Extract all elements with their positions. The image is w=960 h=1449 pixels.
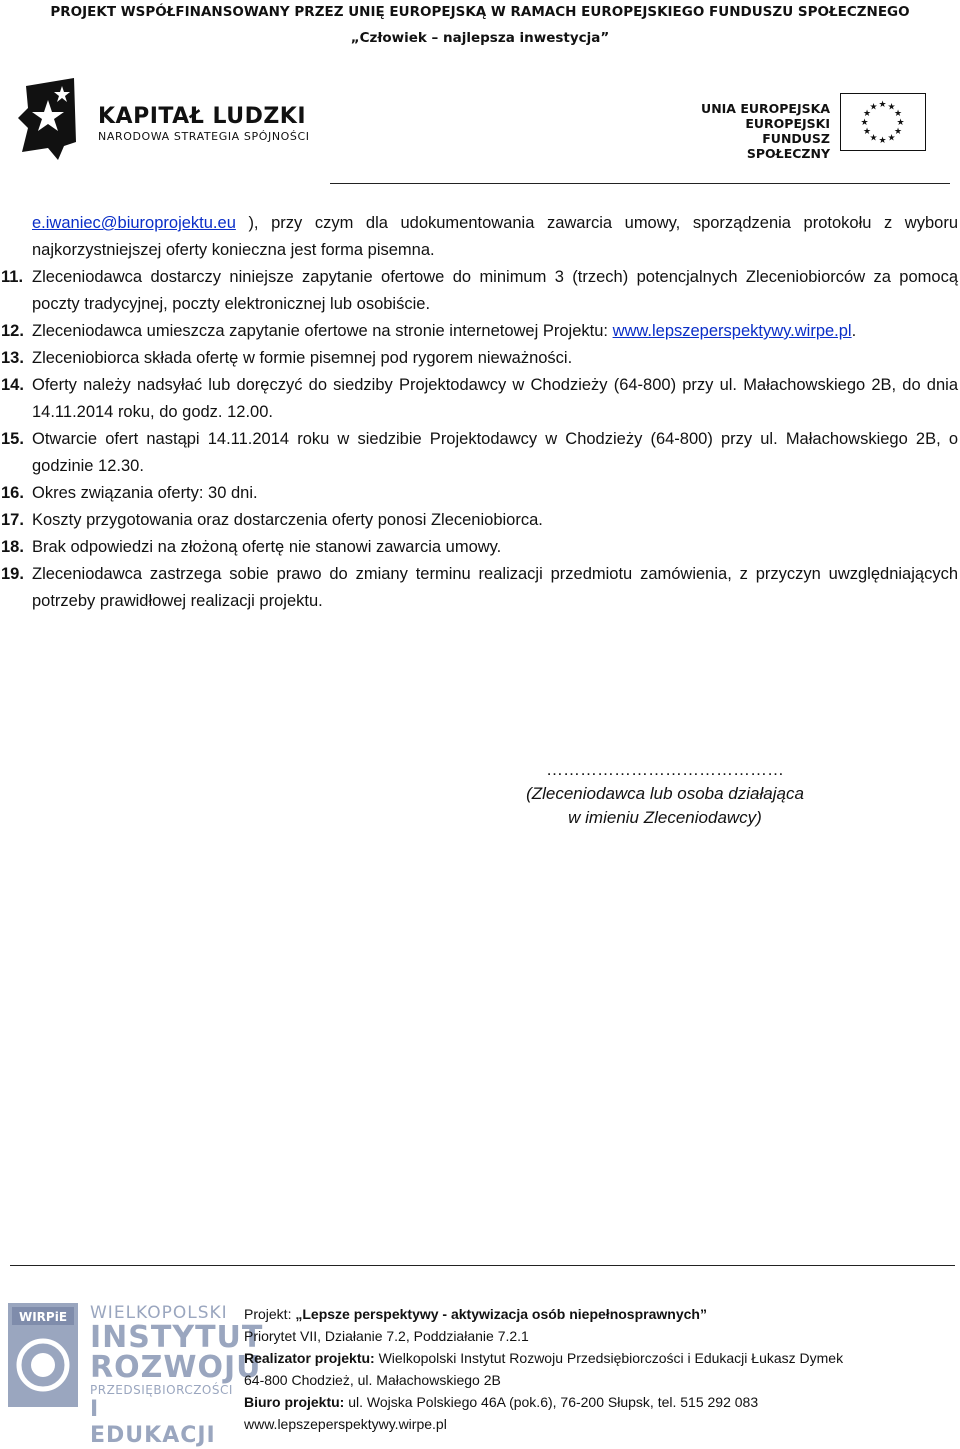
list-item-13: [1, 345, 958, 372]
footer-biuro: [244, 1391, 944, 1413]
svg-text:★: ★: [887, 102, 896, 113]
item-text-line2: potrzeby prawidłowej realizacji projektu.: [32, 592, 323, 610]
footer-info: [244, 1303, 944, 1435]
svg-text:★: ★: [878, 136, 887, 146]
biuro-value: ul. Wojska Polskiego 46A (pok.6), 76-200 Słupsk, tel. 515 292 083: [348, 1394, 759, 1410]
signature-caption-line2: w imieniu Zleceniodawcy): [568, 808, 762, 827]
svg-text:★: ★: [862, 127, 872, 137]
item-text-line2: poczty tradycyjnej, poczty elektronicznej lub osobiście.: [32, 295, 431, 313]
item-text-line1: Zleceniodawca dostarczy niniejsze zapytanie ofertowe do minimum 3 (trzech) potencjalnych Zleceniobiorców za pomocą: [32, 268, 958, 286]
item-text-line1: Otwarcie ofert nastąpi 14.11.2014 roku w siedzibie Projektodawcy w Chodzieży (64-800) przy ul. Małachowskiego 2B, o: [32, 430, 958, 448]
email-link[interactable]: e.iwaniec@biuroprojektu.eu: [32, 214, 236, 232]
header-slogan: „Człowiek – najlepsza inwestycja”: [350, 30, 610, 46]
project-website-link[interactable]: www.lepszeperspektywy.wirpe.pl: [612, 322, 852, 340]
biuro-label: Biuro projektu:: [244, 1394, 349, 1410]
signature-block: [500, 758, 830, 830]
project-name: „Lepsze perspektywy - aktywizacja osób niepełnosprawnych”: [295, 1306, 707, 1322]
realizator-label: Realizator projektu:: [244, 1350, 379, 1366]
svg-text:★: ★: [893, 127, 903, 137]
item-text-line2: 14.11.2014 roku, do godz. 12.00.: [32, 403, 273, 421]
wirpie-logo-text: [90, 1303, 264, 1449]
item-text-line1: Okres związania oferty: 30 dni.: [32, 484, 258, 502]
item-text-line1: Oferty należy nadsyłać lub doręczyć do siedziby Projektodawcy w Chodzieży (64-800) przy ul. Małachowskiego 2B, do dnia: [32, 376, 958, 394]
item-number: 16.: [1, 484, 24, 502]
list-item-17: [1, 507, 958, 534]
item-text-line1: Zleceniobiorca składa ofertę w formie pisemnej pod rygorem nieważności.: [32, 349, 573, 367]
svg-text:★: ★: [869, 102, 878, 113]
svg-text:★: ★: [896, 118, 905, 128]
svg-text:★: ★: [862, 109, 872, 119]
svg-text:★: ★: [869, 133, 878, 144]
item-text-line1: Koszty przygotowania oraz dostarczenia oferty ponosi Zleceniobiorca.: [32, 511, 543, 529]
item-number: 15.: [1, 430, 24, 448]
item-number: 11.: [1, 268, 24, 286]
signature-caption-line1: (Zleceniodawca lub osoba działająca: [526, 784, 804, 803]
wirpie-logo-icon: [8, 1303, 78, 1407]
eu-flag-icon: [840, 93, 926, 151]
logo-line1: WIELKOPOLSKI: [90, 1303, 228, 1323]
list-item-12: [1, 318, 958, 345]
footer-priority: Priorytet VII, Działanie 7.2, Poddziałanie 7.2.1: [244, 1328, 529, 1344]
svg-text:★: ★: [860, 118, 869, 128]
eu-label-line2: EUROPEJSKI: [745, 116, 830, 131]
intro-line-2: najkorzystniejszej oferty konieczna jest forma pisemna.: [32, 241, 435, 259]
footer-project: [244, 1303, 944, 1325]
eu-label: [690, 101, 830, 161]
item-text-line1: Brak odpowiedzi na złożoną ofertę nie stanowi zawarcia umowy.: [32, 538, 502, 556]
list-item-15: [1, 426, 958, 480]
logo-line3: ROZWOJU: [90, 1350, 262, 1385]
list-item-14: [1, 372, 958, 426]
header-divider: [330, 183, 950, 184]
eu-label-line1: UNIA EUROPEJSKA: [701, 101, 830, 116]
footer-website[interactable]: www.lepszeperspektywy.wirpe.pl: [244, 1416, 447, 1432]
realizator-value: Wielkopolski Instytut Rozwoju Przedsiębiorczości i Edukacji Łukasz Dymek: [378, 1350, 844, 1366]
kapital-ludzki-title: KAPITAŁ LUDZKI: [98, 104, 307, 129]
list-item-16: [1, 480, 958, 507]
item-text: Zleceniodawca umieszcza zapytanie ofertowe na stronie internetowej Projektu:: [32, 322, 613, 340]
item-number: 14.: [1, 376, 24, 394]
list-item-18: [1, 534, 958, 561]
item-number: 17.: [1, 511, 24, 529]
item-text-line2: godzinie 12.30.: [32, 457, 144, 475]
project-label: Projekt:: [244, 1306, 296, 1322]
list-item-11: [1, 264, 958, 318]
header-cofinance-line: PROJEKT WSPÓŁFINANSOWANY PRZEZ UNIĘ EUROPEJSKĄ W RAMACH EUROPEJSKIEGO FUNDUSZU SPOŁECZNEGO: [50, 4, 910, 20]
svg-text:★: ★: [893, 109, 903, 119]
signature-dots: ……………………………………: [546, 760, 784, 779]
item-text-line1: [32, 318, 958, 345]
item-number: 12.: [1, 322, 24, 340]
item-number: 13.: [1, 349, 24, 367]
intro-line-1: [0, 210, 958, 237]
list-item-19: [1, 561, 958, 615]
footer-divider: [10, 1265, 955, 1266]
svg-text:★: ★: [887, 133, 896, 144]
eu-label-line3: FUNDUSZ SPOŁECZNY: [746, 131, 830, 161]
kapital-ludzki-logo-icon: [18, 78, 80, 160]
item-number: 19.: [1, 565, 24, 583]
item-text-end: .: [851, 322, 857, 340]
footer-address: 64-800 Chodzież, ul. Małachowskiego 2B: [244, 1372, 501, 1388]
footer-realizator: [244, 1347, 944, 1369]
kapital-ludzki-subtitle: NARODOWA STRATEGIA SPÓJNOŚCI: [98, 130, 310, 143]
logo-line4: PRZEDSIĘBIORCZOŚCI: [90, 1383, 233, 1397]
svg-text:★: ★: [878, 100, 887, 110]
logo-line2: INSTYTUT: [90, 1320, 264, 1355]
intro-text: ), przy czym dla udokumentowania zawarcia umowy, sporządzenia protokołu z wyboru: [235, 214, 958, 232]
wirpie-badge-text: WIRPiE: [18, 1310, 68, 1324]
item-number: 18.: [1, 538, 24, 556]
logo-line5: I EDUKACJI: [90, 1397, 216, 1448]
item-text-line1: Zleceniodawca zastrzega sobie prawo do zmiany terminu realizacji przedmiotu zamówienia, z przyczyn uwzględniających: [32, 565, 958, 583]
document-body: [1, 210, 958, 615]
